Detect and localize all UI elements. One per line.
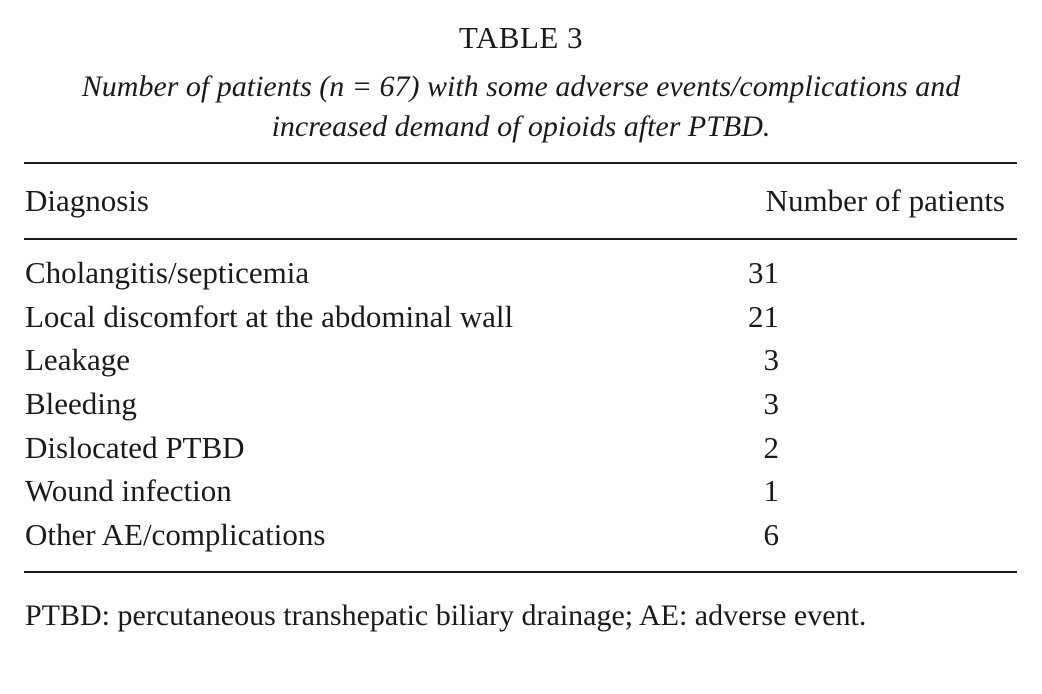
- header-rule: [24, 238, 1017, 240]
- table-row: [25, 295, 1005, 339]
- bottom-rule: [24, 571, 1017, 573]
- row-diagnosis: Dislocated PTBD: [25, 429, 245, 465]
- table-row: [25, 426, 1005, 470]
- table-row: [25, 513, 1005, 557]
- table-footnote: PTBD: percutaneous transhepatic biliary drainage; AE: adverse event.: [25, 599, 867, 632]
- caption-line: Number of patients (n = 67) with some adverse events/complications and: [81, 70, 961, 103]
- table-body: [25, 251, 1005, 557]
- row-count: 3: [763, 386, 779, 422]
- row-count: 21: [748, 298, 779, 334]
- table-row: [25, 469, 1005, 513]
- row-count: 2: [763, 429, 779, 465]
- row-diagnosis: Local discomfort at the abdominal wall: [25, 298, 514, 334]
- row-diagnosis: Other AE/complications: [25, 517, 326, 553]
- row-diagnosis: Leakage: [25, 342, 130, 378]
- table-row: [25, 251, 1005, 295]
- table-number: TABLE 3: [458, 20, 584, 55]
- top-rule: [24, 162, 1017, 164]
- table-row: [25, 338, 1005, 382]
- caption-line: increased demand of opioids after PTBD.: [271, 110, 771, 143]
- row-count: 6: [763, 517, 779, 553]
- header-number-of-patients: Number of patients: [765, 183, 1005, 218]
- row-diagnosis: Bleeding: [25, 386, 137, 422]
- row-count: 3: [763, 342, 779, 378]
- row-diagnosis: Cholangitis/septicemia: [25, 255, 310, 290]
- table-caption: [0, 67, 1042, 147]
- table-row: [25, 382, 1005, 426]
- row-count: 31: [748, 255, 779, 290]
- row-diagnosis: Wound infection: [25, 473, 232, 509]
- header-diagnosis: Diagnosis: [25, 183, 149, 218]
- row-count: 1: [763, 473, 779, 509]
- table-header-row: [25, 183, 1005, 223]
